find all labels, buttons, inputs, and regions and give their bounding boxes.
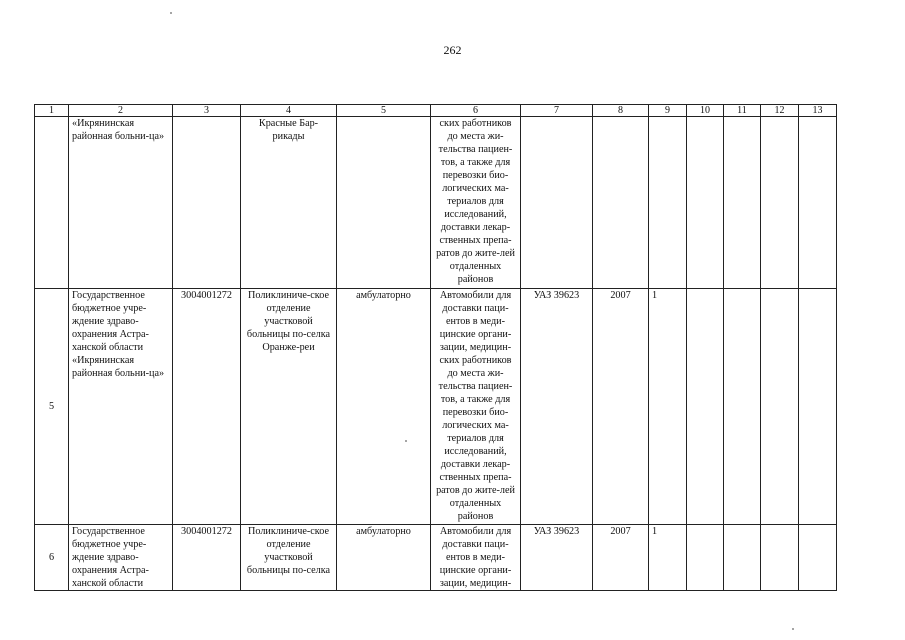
table-row [35,117,837,289]
care-type-cell [337,117,431,289]
column-header: 10 [687,105,724,117]
vehicle-table [34,104,837,591]
page-number: 262 [443,43,462,57]
empty-cell [799,117,837,289]
table-header-row [35,105,837,117]
year-cell: 2007 [593,525,649,591]
organization-cell: Государственное бюджетное учре-ждение здраво-охранения Астра-ханской области «Икрянинская районная больни-ца» [69,289,173,525]
empty-cell [724,289,761,525]
inn-cell: 3004001272 [173,525,241,591]
empty-cell [687,289,724,525]
column-header: 1 [35,105,69,117]
purpose-cell: Автомобили для доставки паци-ентов в меди-цинские органи-зации, медицин- [431,525,521,591]
table-row [35,289,837,525]
model-cell: УАЗ 39623 [521,525,593,591]
empty-cell [687,117,724,289]
empty-cell [724,525,761,591]
column-header: 7 [521,105,593,117]
column-header: 6 [431,105,521,117]
scan-speck [792,628,794,630]
scan-speck [405,440,407,442]
column-header: 13 [799,105,837,117]
empty-cell [799,289,837,525]
empty-cell [799,525,837,591]
empty-cell [761,525,799,591]
table-row [35,525,837,591]
column-header: 11 [724,105,761,117]
inn-cell: 3004001272 [173,289,241,525]
unit-cell: Поликлиниче-ское отделение участковой больницы по-селка [241,525,337,591]
quantity-cell: 1 [649,289,687,525]
column-header: 8 [593,105,649,117]
empty-cell [761,289,799,525]
organization-cell: Государственное бюджетное учре-ждение здраво-охранения Астра-ханской области [69,525,173,591]
row-number: 5 [35,289,69,525]
empty-cell [724,117,761,289]
empty-cell [687,525,724,591]
unit-cell: Поликлиниче-ское отделение участковой больницы по-селка Оранже-реи [241,289,337,525]
row-number: 6 [35,525,69,591]
column-header: 5 [337,105,431,117]
column-header: 12 [761,105,799,117]
column-header: 4 [241,105,337,117]
year-cell [593,117,649,289]
inn-cell [173,117,241,289]
unit-cell: Красные Бар-рикады [241,117,337,289]
year-cell: 2007 [593,289,649,525]
empty-cell [761,117,799,289]
column-header: 3 [173,105,241,117]
model-cell: УАЗ 39623 [521,289,593,525]
quantity-cell: 1 [649,525,687,591]
scan-speck [170,12,172,14]
row-number [35,117,69,289]
quantity-cell [649,117,687,289]
model-cell [521,117,593,289]
purpose-cell: Автомобили для доставки паци-ентов в меди-цинские органи-зации, медицин-ских работников до места жи-тельства пациен-тов, а также для перевозки био-логических ма-териалов для исследований, доставки лекар-ственных препа-ратов до жите-лей отдаленных районов [431,289,521,525]
column-header: 9 [649,105,687,117]
column-header: 2 [69,105,173,117]
purpose-cell: ских работников до места жи-тельства пациен-тов, а также для перевозки био-логических ма-териалов для исследований, доставки лекар-ственных препа-ратов до жите-лей отдаленных районов [431,117,521,289]
organization-cell: «Икрянинская районная больни-ца» [69,117,173,289]
care-type-cell: амбулаторно [337,525,431,591]
care-type-cell: амбулаторно [337,289,431,525]
